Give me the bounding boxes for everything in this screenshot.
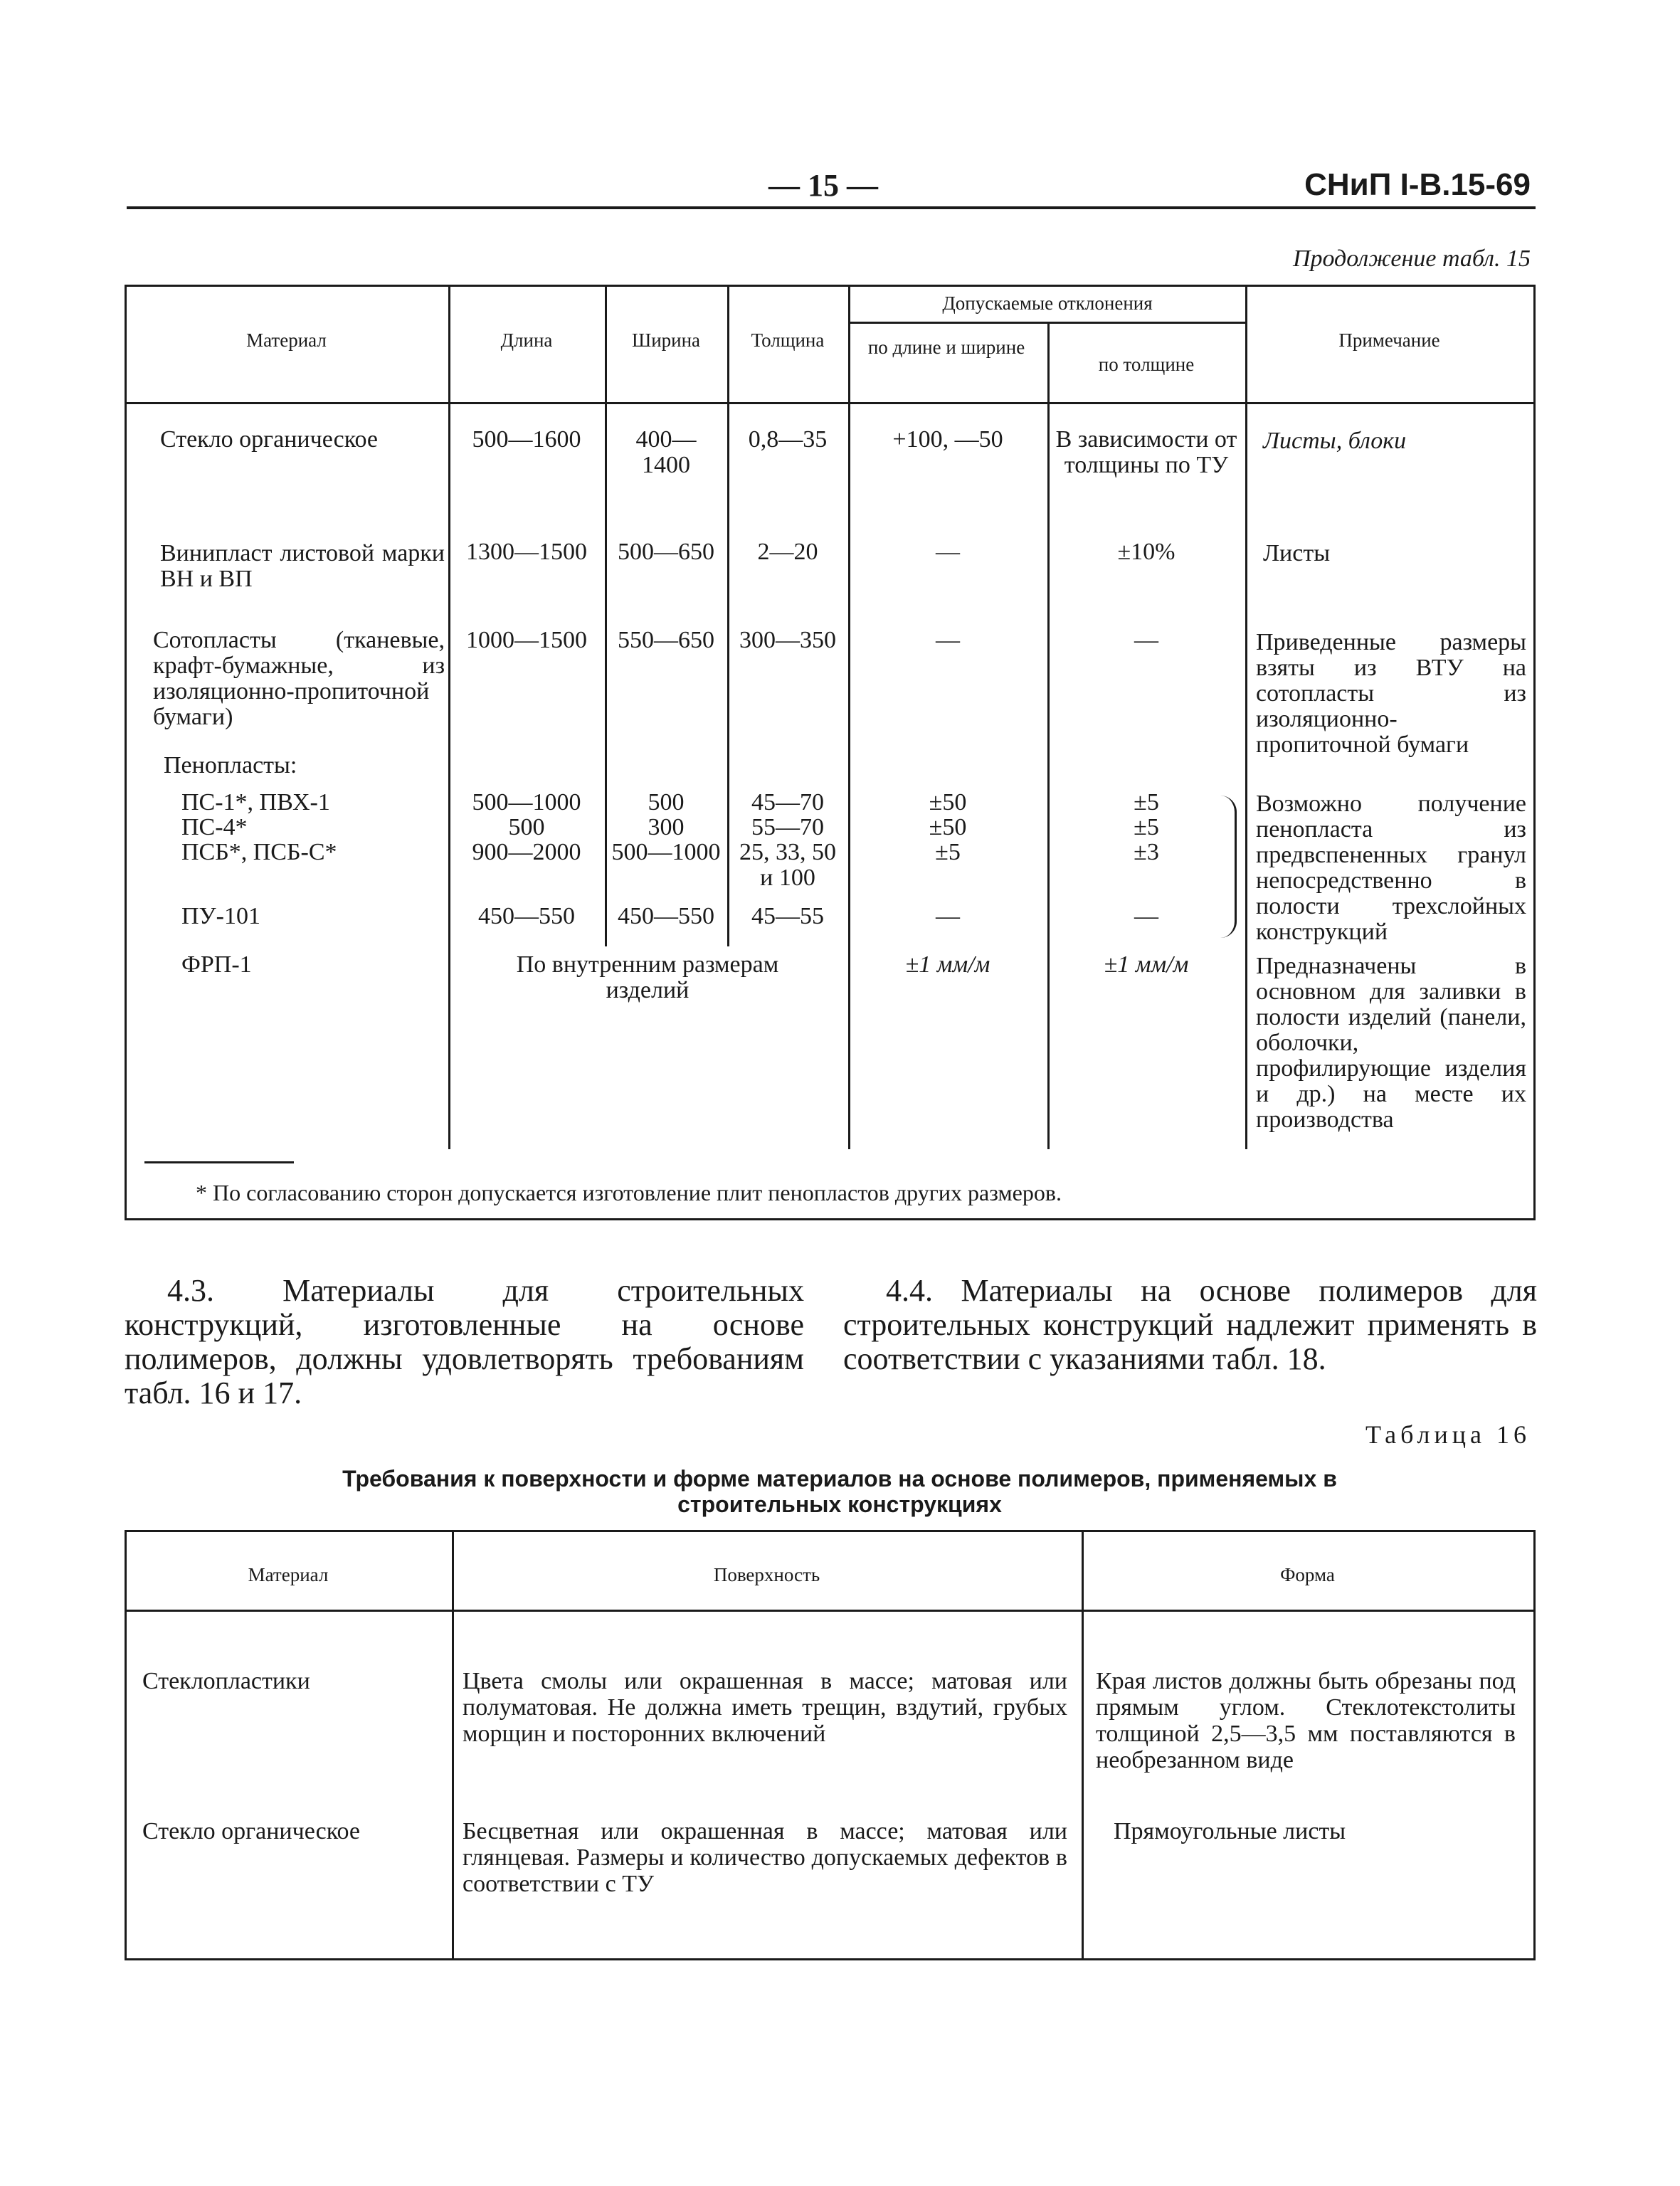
col-header-note: Примечание [1338, 329, 1440, 351]
col-header-dev-length-width: по длине и ширине [867, 337, 1025, 358]
column-divider [448, 285, 450, 1149]
cell-material: Стекло органическое [142, 1818, 361, 1844]
cell-material: Стекло органическое [160, 426, 379, 453]
table-title: Требования к поверхности и форме материалов на основе полимеров, применяемых в строительных конструкциях [342, 1466, 1337, 1517]
page-number: — 15 — [768, 168, 878, 203]
column-divider [1082, 1530, 1084, 1960]
cell-material: Сотопласты (тканевые, крафт-бумажные, из изоляционно-пропиточной бумаги) [153, 627, 445, 730]
cell-length: 500—1600 [472, 426, 581, 453]
cell-length: 900—2000 [472, 839, 581, 865]
cell-thickness: 45—55 [751, 903, 824, 929]
cell-dev-thickness: В зависимости от толщины по ТУ [1055, 426, 1237, 478]
paragraph-4-3: 4.3. Материалы для строительных конструкций, изготовленные на основе полимеров, должны удовлетворять требованиям табл. 16 и 17. [125, 1273, 804, 1410]
cell-size-note: По внутренним размерам изделий [516, 951, 779, 1003]
cell-dev-length-width: ±1 мм/м [905, 951, 990, 978]
cell-dev-length-width: — [936, 539, 960, 565]
column-divider [1047, 324, 1050, 1149]
cell-thickness: 25, 33, 50 и 100 [739, 839, 836, 891]
cell-width: 500 [648, 789, 685, 815]
header-subrule [848, 322, 1247, 324]
cell-dev-thickness: ±5 [1134, 814, 1159, 840]
paragraph-4-4: 4.4. Материалы на основе полимеров для строительных конструкций надлежит применять в соответствии с указаниями табл. 18. [843, 1273, 1537, 1376]
cell-width: 500—1000 [611, 839, 721, 865]
cell-length: 1000—1500 [466, 627, 587, 653]
col-header-width: Ширина [631, 329, 701, 351]
column-divider [452, 1530, 454, 1960]
cell-surface: Цвета смолы или окрашенная в массе; матовая или полуматовая. Не должна иметь трещин, вздутий, грубых морщин и посторонних включений [463, 1668, 1067, 1747]
header-bottom-rule [125, 1610, 1536, 1612]
column-divider [848, 285, 850, 1149]
table-border-right [1533, 285, 1536, 1220]
cell-length: 1300—1500 [466, 539, 587, 565]
cell-form: Края листов должны быть обрезаны под прямым углом. Стеклотекстолиты толщиной 2,5—3,5 мм поставляются в необрезанном виде [1096, 1668, 1516, 1773]
cell-material: ПУ-101 [181, 903, 260, 929]
cell-thickness: 45—70 [751, 789, 824, 815]
cell-dev-thickness: — [1134, 627, 1158, 653]
col-header-surface: Поверхность [713, 1564, 820, 1585]
col-header-material: Материал [248, 1564, 329, 1585]
table-top-rule [125, 285, 1536, 287]
cell-width: 300 [648, 814, 685, 840]
foam-note: Возможно получение пенопласта из предвспененных гранул непосредственно в полости трехслойных конструкций [1256, 791, 1526, 945]
cell-dev-length-width: +100, —50 [892, 426, 1003, 453]
table-top-rule [125, 1530, 1536, 1532]
footnote-rule [144, 1161, 294, 1163]
table-bottom-rule [125, 1218, 1536, 1220]
column-divider [1245, 285, 1247, 1149]
cell-width: 450—550 [618, 903, 714, 929]
cell-note: Приведенные размеры взяты из ВТУ на сотопласты из изоляционно-пропиточной бумаги [1256, 629, 1526, 758]
cell-note: Листы [1263, 540, 1331, 566]
table-border-left [125, 285, 127, 1220]
cell-width: 550—650 [618, 627, 714, 653]
cell-thickness: 2—20 [757, 539, 818, 565]
grouping-bracket [1220, 796, 1237, 938]
table-bottom-rule [125, 1958, 1536, 1960]
cell-note: Листы, блоки [1263, 428, 1407, 454]
cell-dev-thickness: — [1134, 903, 1158, 929]
cell-dev-length-width: ±50 [929, 814, 967, 840]
table-number: Таблица 16 [1365, 1420, 1531, 1449]
table-footnote: * По согласованию сторон допускается изготовление плит пенопластов других размеров. [196, 1180, 1062, 1205]
cell-form: Прямоугольные листы [1114, 1818, 1346, 1844]
cell-dev-thickness: ±1 мм/м [1104, 951, 1189, 978]
cell-length: 500 [508, 814, 545, 840]
col-header-form: Форма [1280, 1564, 1335, 1585]
cell-length: 450—550 [478, 903, 575, 929]
table-border-right [1533, 1530, 1536, 1960]
cell-dev-thickness: ±5 [1134, 789, 1159, 815]
cell-material: ПС-4* [181, 814, 248, 840]
header-rule [127, 206, 1536, 209]
cell-note: Предназначены в основном для заливки в полости изделий (панели, оболочки, профилирующие изделия и др.) на месте их производства [1256, 953, 1526, 1133]
col-header-deviations: Допускаемые отклонения [942, 292, 1153, 314]
cell-material: Стеклопластики [142, 1668, 310, 1694]
header-bottom-rule [125, 402, 1536, 404]
foam-group-label: Пенопласты: [164, 752, 297, 778]
cell-material: Винипласт листовой марки ВН и ВП [160, 540, 445, 592]
table-15 [125, 285, 1536, 1220]
col-header-dev-thickness: по толщине [1098, 354, 1195, 375]
cell-dev-length-width: — [936, 627, 960, 653]
col-header-thickness: Толщина [751, 329, 825, 351]
cell-dev-length-width: — [936, 903, 960, 929]
cell-dev-thickness: ±3 [1134, 839, 1159, 865]
cell-thickness: 0,8—35 [748, 426, 828, 453]
col-header-material: Материал [246, 329, 327, 351]
table-border-left [125, 1530, 127, 1960]
cell-material: ФРП-1 [181, 951, 252, 978]
cell-thickness: 300—350 [739, 627, 836, 653]
cell-dev-thickness: ±10% [1117, 539, 1176, 565]
cell-width: 500—650 [618, 539, 714, 565]
cell-thickness: 55—70 [751, 814, 824, 840]
table-16 [125, 1530, 1536, 1960]
document-code: СНиП I-В.15-69 [1304, 167, 1531, 202]
cell-width: 400— 1400 [635, 426, 697, 478]
cell-material: ПС-1*, ПВХ-1 [181, 789, 330, 815]
cell-surface: Бесцветная или окрашенная в массе; матовая или глянцевая. Размеры и количество допускаемых дефектов в соответствии с ТУ [463, 1818, 1067, 1897]
cell-dev-length-width: ±5 [935, 839, 961, 865]
cell-dev-length-width: ±50 [929, 789, 967, 815]
cell-material: ПСБ*, ПСБ-С* [181, 839, 337, 865]
cell-length: 500—1000 [472, 789, 581, 815]
table-continuation-label: Продолжение табл. 15 [1292, 245, 1531, 272]
col-header-length: Длина [500, 329, 553, 351]
